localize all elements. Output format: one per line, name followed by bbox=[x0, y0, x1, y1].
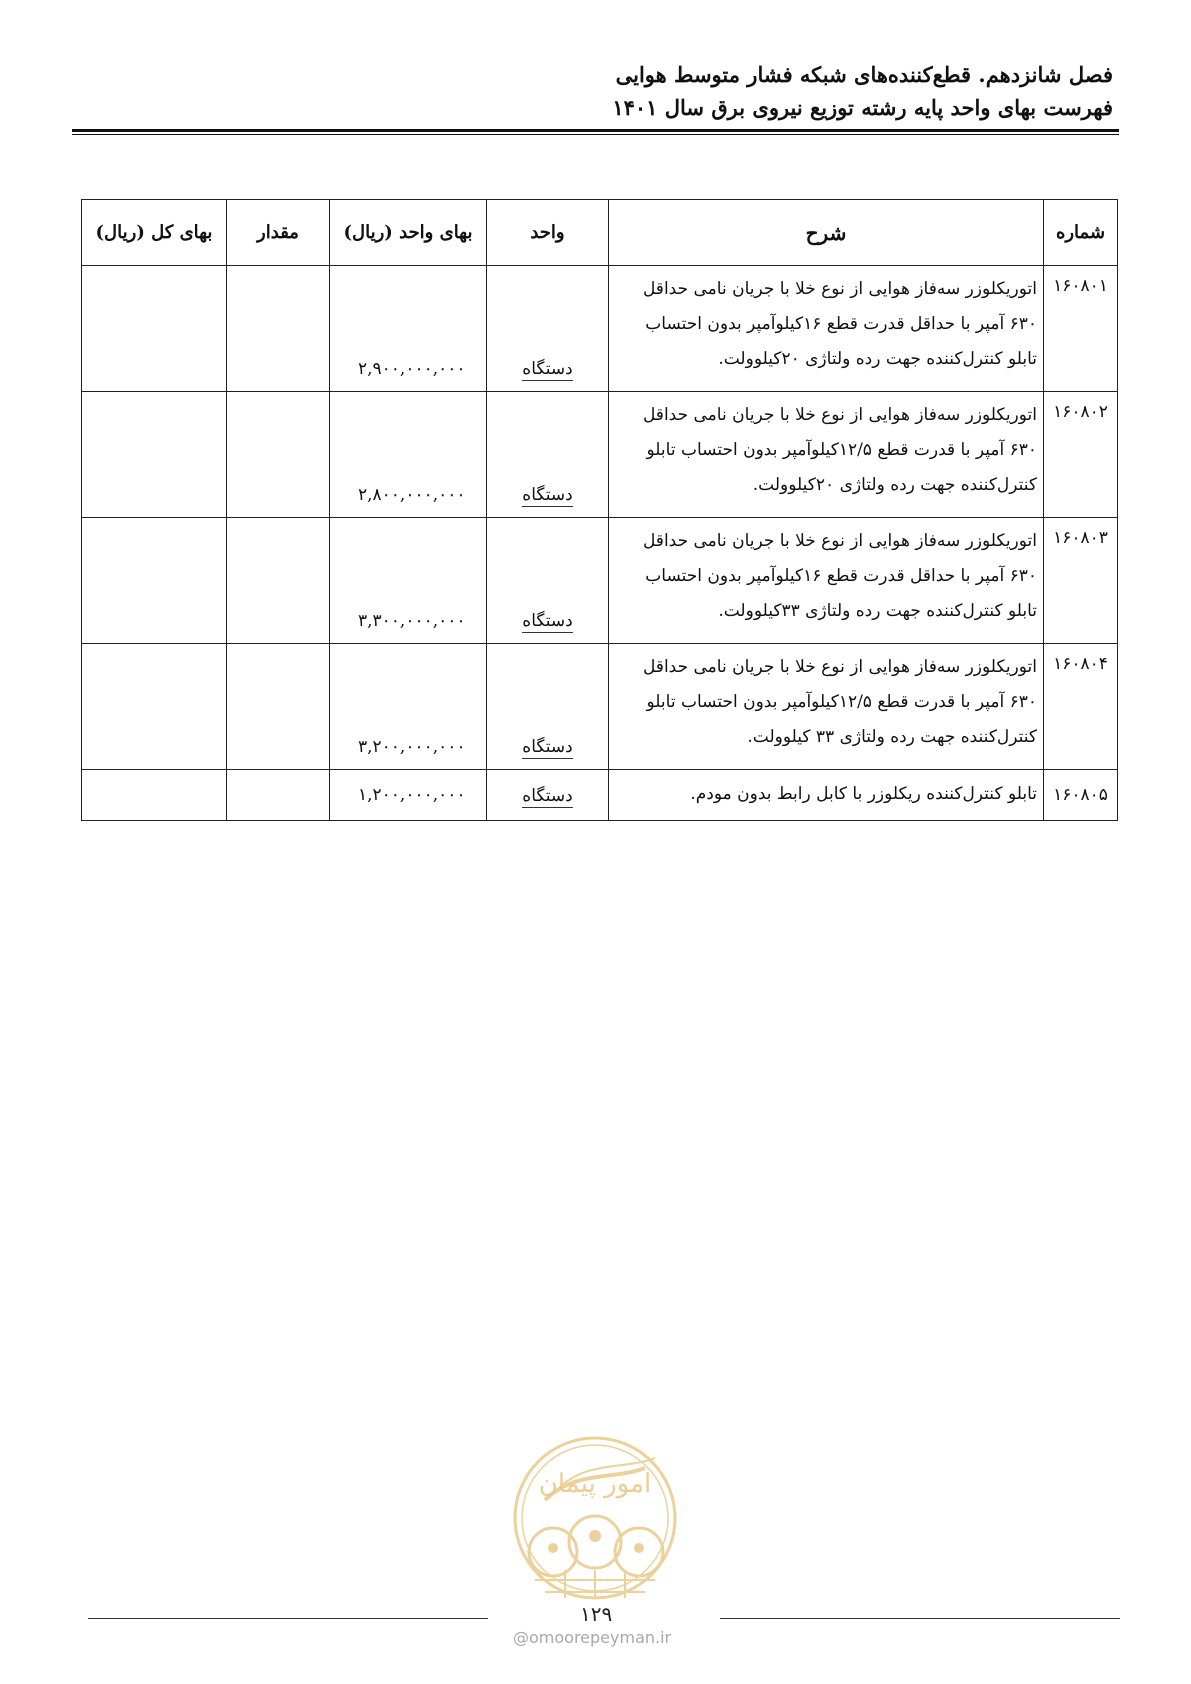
header-unit-price: بهای واحد (ریال) bbox=[330, 200, 487, 266]
header-rule-thin bbox=[72, 134, 1119, 135]
item-unit bbox=[487, 266, 609, 392]
chapter-title: فصل شانزدهم. قطع‌کننده‌های شبکه فشار متوسط هوایی bbox=[615, 62, 1113, 87]
item-unit-text: دستگاه bbox=[522, 611, 573, 631]
item-description: اتوریکلوزر سه‌فاز هوایی از نوع خلا با جریان نامی حداقل ۶۳۰ آمپر با حداقل قدرت قطع ۱۶کیلوآمپر بدون احتساب تابلو کنترل‌کننده جهت رده ولتاژی ۲۰کیلوولت. bbox=[609, 266, 1044, 392]
item-code: ۱۶۰۸۰۱ bbox=[1044, 266, 1118, 392]
table-row bbox=[82, 392, 1118, 518]
table-row bbox=[82, 518, 1118, 644]
footer-rule-left bbox=[88, 1618, 488, 1619]
header-unit: واحد bbox=[487, 200, 609, 266]
page-number: ۱۲۹ bbox=[580, 1602, 613, 1626]
item-unit-text: دستگاه bbox=[522, 359, 573, 379]
item-total bbox=[82, 392, 227, 518]
item-total bbox=[82, 266, 227, 392]
item-unit bbox=[487, 392, 609, 518]
item-unit-price: ۱,۲۰۰,۰۰۰,۰۰۰ bbox=[330, 770, 487, 821]
item-description: تابلو کنترل‌کننده ریکلوزر با کابل رابط بدون مودم. bbox=[609, 770, 1044, 821]
item-unit-text: دستگاه bbox=[522, 737, 573, 757]
item-total bbox=[82, 644, 227, 770]
header-total: بهای کل (ریال) bbox=[82, 200, 227, 266]
website-link[interactable]: @omoorepeyman.ir bbox=[513, 1628, 672, 1647]
table-row bbox=[82, 770, 1118, 821]
item-unit-price: ۳,۳۰۰,۰۰۰,۰۰۰ bbox=[330, 518, 487, 644]
table-row bbox=[82, 266, 1118, 392]
header-quantity: مقدار bbox=[227, 200, 330, 266]
table-header-row bbox=[82, 200, 1118, 266]
item-unit-price: ۲,۹۰۰,۰۰۰,۰۰۰ bbox=[330, 266, 487, 392]
header-code: شماره bbox=[1044, 200, 1118, 266]
item-code: ۱۶۰۸۰۵ bbox=[1044, 770, 1118, 821]
item-quantity bbox=[227, 518, 330, 644]
item-total bbox=[82, 518, 227, 644]
price-table bbox=[81, 199, 1118, 821]
watermark-logo bbox=[505, 1430, 685, 1610]
item-quantity bbox=[227, 392, 330, 518]
header-rule-thick bbox=[72, 129, 1119, 132]
item-total bbox=[82, 770, 227, 821]
item-unit-text: دستگاه bbox=[522, 785, 573, 806]
item-unit-price: ۲,۸۰۰,۰۰۰,۰۰۰ bbox=[330, 392, 487, 518]
item-unit-text: دستگاه bbox=[522, 485, 573, 505]
item-quantity bbox=[227, 644, 330, 770]
item-quantity bbox=[227, 770, 330, 821]
item-code: ۱۶۰۸۰۲ bbox=[1044, 392, 1118, 518]
header-description: شرح bbox=[609, 200, 1044, 266]
item-description: اتوریکلوزر سه‌فاز هوایی از نوع خلا با جریان نامی حداقل ۶۳۰ آمپر با حداقل قدرت قطع ۱۶کیلوآمپر بدون احتساب تابلو کنترل‌کننده جهت رده ولتاژی ۳۳کیلوولت. bbox=[609, 518, 1044, 644]
item-code: ۱۶۰۸۰۴ bbox=[1044, 644, 1118, 770]
item-unit-price: ۳,۲۰۰,۰۰۰,۰۰۰ bbox=[330, 644, 487, 770]
item-unit bbox=[487, 518, 609, 644]
item-code: ۱۶۰۸۰۳ bbox=[1044, 518, 1118, 644]
table-row bbox=[82, 644, 1118, 770]
item-description: اتوریکلوزر سه‌فاز هوایی از نوع خلا با جریان نامی حداقل ۶۳۰ آمپر با قدرت قطع ۱۲/۵کیلوآمپر بدون احتساب تابلو کنترل‌کننده جهت رده ولتاژی ۲۰کیلوولت. bbox=[609, 392, 1044, 518]
item-quantity bbox=[227, 266, 330, 392]
item-unit bbox=[487, 770, 609, 821]
page-header bbox=[612, 58, 1113, 124]
footer-rule-right bbox=[720, 1618, 1120, 1619]
watermark-text: امور پیمان bbox=[538, 1469, 652, 1499]
item-description: اتوریکلوزر سه‌فاز هوایی از نوع خلا با جریان نامی حداقل ۶۳۰ آمپر با قدرت قطع ۱۲/۵کیلوآمپر بدون احتساب تابلو کنترل‌کننده جهت رده ولتاژی ۳۳ کیلوولت. bbox=[609, 644, 1044, 770]
price-list-title: فهرست بهای واحد پایه رشته توزیع نیروی برق سال ۱۴۰۱ bbox=[612, 95, 1113, 120]
item-unit bbox=[487, 644, 609, 770]
